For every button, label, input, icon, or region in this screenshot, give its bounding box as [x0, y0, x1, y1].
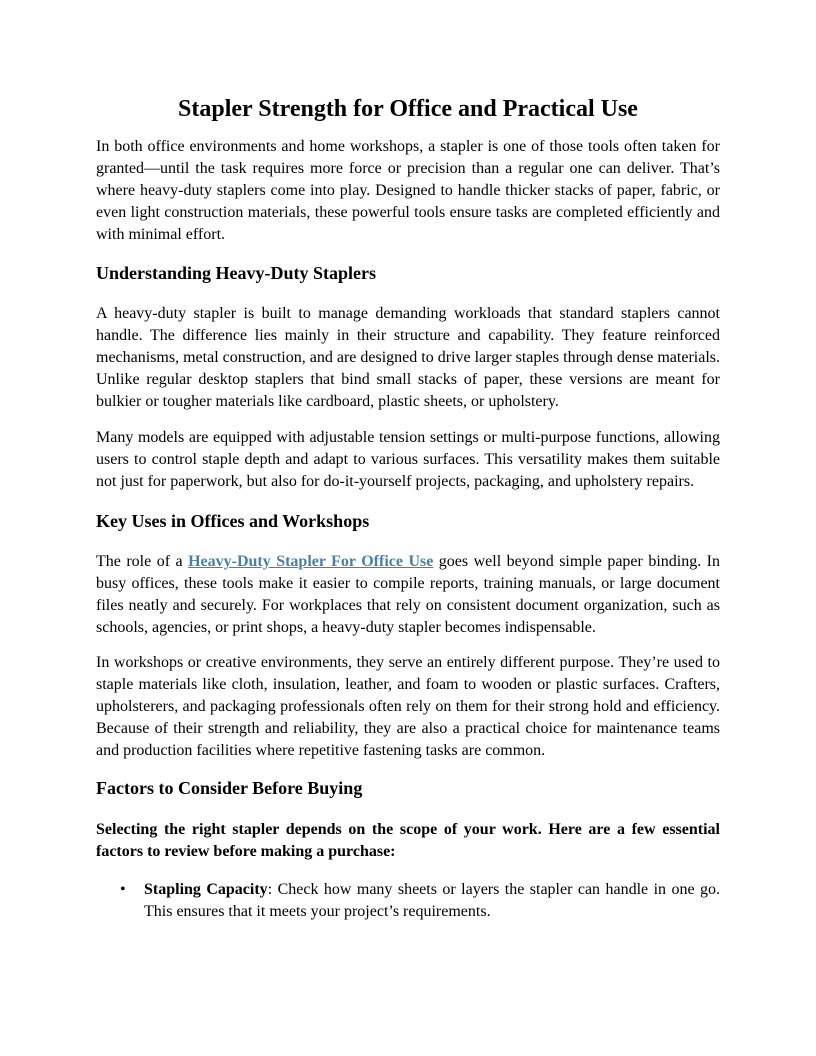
- document-title: Stapler Strength for Office and Practical Use: [178, 96, 638, 122]
- bullet-text: : Check how many sheets or layers the stapler can handle in one go. This ensures that it meets your project’s requirements.: [144, 881, 720, 920]
- heavy-duty-stapler-link[interactable]: Heavy-Duty Stapler For Office Use: [188, 553, 434, 570]
- key-uses-text-before-link: The role of a: [96, 553, 189, 570]
- key-uses-text-after-link: goes well beyond simple paper binding. In busy offices, these tools make it easier to compile reports, training manuals, or large document files neatly and securely. For workplaces that rely on consistent document organization, such as schools, agencies, or print shops, a heavy-duty stapler becomes indispensable.: [96, 553, 721, 636]
- factors-bullet-list: [96, 879, 720, 923]
- factors-lead-paragraph: Selecting the right stapler depends on the scope of your work. Here are a few essential factors to review before making a purchase:: [96, 821, 720, 860]
- bullet-icon: •: [120, 881, 126, 898]
- understanding-paragraph-1: A heavy-duty stapler is built to manage demanding workloads that standard staplers cannot handle. The difference lies mainly in their structure and capability. They feature reinforced mechanisms, metal construction, and are designed to drive larger staples through dense materials. Unlike regular desktop staplers that bind small stacks of paper, these versions are meant for bulkier or tougher materials like cardboard, plastic sheets, or upholstery.: [96, 305, 720, 410]
- section-heading-understanding: Understanding Heavy-Duty Staplers: [96, 263, 377, 283]
- section-heading-factors: Factors to Consider Before Buying: [96, 778, 363, 798]
- key-uses-paragraph-1: [96, 551, 720, 639]
- intro-paragraph: In both office environments and home workshops, a stapler is one of those tools often taken for granted—until the task requires more force or precision than a regular one can deliver. That’s where heavy-duty staplers come into play. Designed to handle thicker stacks of paper, fabric, or even light construction materials, these powerful tools ensure tasks are completed efficiently and with minimal effort.: [96, 138, 720, 243]
- key-uses-paragraph-2: In workshops or creative environments, they serve an entirely different purpose. They’re used to staple materials like cloth, insulation, leather, and foam to wooden or plastic surfaces. Crafters, upholsterers, and packaging professionals often rely on them for their strong hold and efficiency. Because of their strength and reliability, they are also a practical choice for maintenance teams and production facilities where repetitive fastening tasks are common.: [96, 654, 720, 759]
- list-item: [96, 879, 720, 923]
- section-heading-key-uses: Key Uses in Offices and Workshops: [96, 511, 370, 531]
- understanding-paragraph-2: Many models are equipped with adjustable tension settings or multi-purpose functions, allowing users to control staple depth and adapt to various surfaces. This versatility makes them suitable not just for paperwork, but also for do-it-yourself projects, packaging, and upholstery repairs.: [96, 429, 720, 490]
- bullet-term: Stapling Capacity: [144, 881, 268, 898]
